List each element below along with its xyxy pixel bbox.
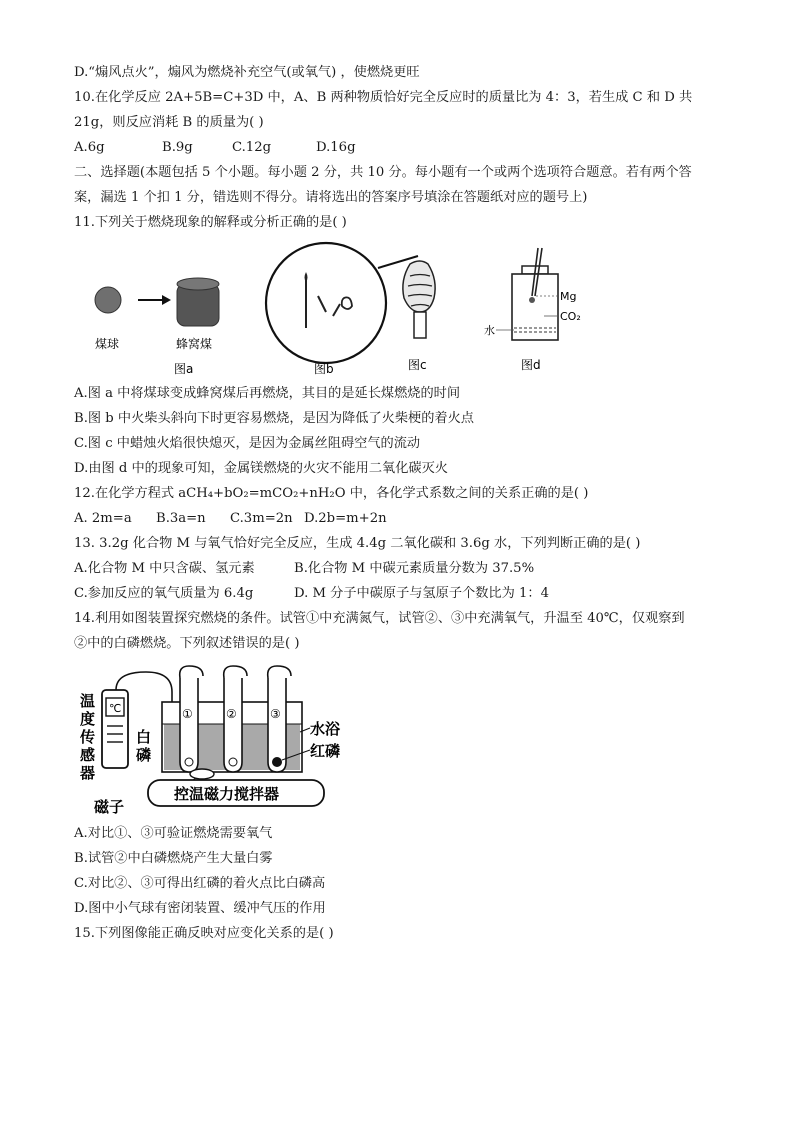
tube-2-label: ② — [226, 707, 237, 721]
q12-option-c: C.3m=2n — [230, 511, 293, 526]
q12-option-d: D.2b=m+2n — [304, 511, 387, 526]
stir-bar-label: 磁子 — [94, 798, 125, 816]
q10-option-c: C.12g — [232, 140, 272, 155]
svg-text:传: 传 — [80, 728, 96, 746]
figure-a — [95, 278, 219, 376]
q12-option-a: A. 2m=a — [74, 511, 132, 526]
q9-option-d: D.“煽风点火”，煽风为燃烧补充空气(或氧气) ，使燃烧更旺 — [74, 65, 420, 80]
q13-option-b: B.化合物 M 中碳元素质量分数为 37.5% — [294, 561, 535, 576]
fig-a-caption: 图a — [174, 362, 194, 376]
honeycomb-coal-label: 蜂窝煤 — [176, 337, 213, 351]
q11-stem: 11.下列关于燃烧现象的解释或分析正确的是( ) — [74, 215, 347, 230]
q11-option-c: C.图 c 中蜡烛火焰很快熄灭，是因为金属丝阻碍空气的流动 — [74, 436, 421, 451]
temp-sensor-label — [79, 692, 95, 782]
arrow-head-icon — [162, 295, 171, 305]
water-bath-label: 水浴 — [310, 720, 341, 738]
q14-option-a: A.对比①、③可验证燃烧需要氧气 — [74, 826, 273, 841]
balloon-icon — [224, 666, 247, 678]
q10-stem-line1: 10.在化学反应 2A+5B=C+3D 中，A、B 两种物质恰好完全反应时的质量比为 4：3，若生成 C 和 D 共 — [74, 90, 693, 105]
coal-ball-label: 煤球 — [95, 337, 120, 351]
q14-option-d: D.图中小气球有密闭装置、缓冲气压的作用 — [74, 901, 326, 916]
magnetic-stirrer-label: 控温磁力搅拌器 — [174, 785, 280, 803]
q11-option-b: B.图 b 中火柴头斜向下时更容易燃烧，是因为降低了火柴梗的着火点 — [74, 411, 474, 426]
stir-bar — [190, 769, 214, 779]
q12-option-b: B.3a=n — [156, 511, 206, 526]
white-phosphorus-label — [136, 728, 151, 764]
water-label: 水 — [484, 324, 495, 337]
q11-figures — [74, 238, 594, 378]
q12-stem: 12.在化学方程式 aCH₄+bO₂=mCO₂+nH₂O 中，各化学式系数之间的关系正确的是( ) — [74, 486, 589, 501]
fig-c-caption: 图c — [408, 358, 427, 372]
balloon-icon — [268, 666, 291, 678]
q12-options — [74, 510, 387, 528]
q13-stem: 13. 3.2g 化合物 M 与氧气恰好完全反应，生成 4.4g 二氧化碳和 3.6g 水，下列判断正确的是( ) — [74, 536, 641, 551]
balloon-icon — [180, 666, 203, 678]
svg-text:感: 感 — [80, 746, 96, 764]
fig-d-caption: 图d — [521, 358, 541, 372]
q10-stem-line2: 21g，则反应消耗 B 的质量为( ) — [74, 115, 264, 130]
q14-stem-line2: ②中的白磷燃烧。下列叙述错误的是( ) — [74, 636, 300, 651]
co2-label: CO₂ — [560, 310, 581, 323]
q10-option-a: A.6g — [74, 140, 105, 155]
q13-option-c: C.参加反应的氧气质量为 6.4g — [74, 586, 254, 601]
figure-c — [378, 256, 435, 372]
q14-stem-line1: 14.利用如图装置探究燃烧的条件。试管①中充满氮气，试管②、③中充满氧气，升温至 40℃，仅观察到 — [74, 611, 685, 626]
figure-b — [266, 243, 386, 376]
q10-option-b: B.9g — [162, 140, 193, 155]
q14-option-c: C.对比②、③可得出红磷的着火点比白磷高 — [74, 876, 326, 891]
q13-options-row1 — [74, 560, 534, 578]
svg-text:器: 器 — [80, 764, 96, 782]
q13-option-d: D. M 分子中碳原子与氢原子个数比为 1：4 — [294, 586, 549, 601]
q13-option-a: A.化合物 M 中只含碳、氢元素 — [74, 561, 255, 576]
section2-heading-line2: 案，漏选 1 个扣 1 分，错选则不得分。请将选出的答案序号填涂在答题纸对应的题号上) — [74, 190, 588, 205]
q11-option-d: D.由图 d 中的现象可知，金属镁燃烧的火灾不能用二氧化碳灭火 — [74, 461, 448, 476]
q13-options-row2 — [74, 585, 549, 603]
svg-text:磷: 磷 — [136, 746, 152, 764]
candle — [414, 312, 426, 338]
q14-apparatus-figure — [76, 662, 356, 820]
red-phosphorus-label: 红磷 — [310, 742, 341, 760]
svg-text:℃: ℃ — [109, 702, 122, 715]
mg-label: Mg — [560, 290, 577, 303]
svg-text:白: 白 — [136, 728, 152, 746]
q10-options — [74, 139, 356, 157]
tube-1-label: ① — [182, 707, 193, 721]
red-phosphorus — [272, 757, 282, 767]
gas-bottle — [512, 274, 558, 340]
figure-d — [484, 248, 581, 372]
svg-text:温: 温 — [80, 692, 96, 710]
q10-option-d: D.16g — [316, 140, 356, 155]
q14-option-b: B.试管②中白磷燃烧产生大量白雾 — [74, 851, 273, 866]
svg-text:度: 度 — [80, 710, 96, 728]
coal-ball — [95, 287, 121, 313]
fig-b-caption: 图b — [314, 362, 334, 376]
q11-option-a: A.图 a 中将煤球变成蜂窝煤后再燃烧，其目的是延长煤燃烧的时间 — [74, 386, 461, 401]
section2-heading-line1: 二、选择题(本题包括 5 个小题。每小题 2 分，共 10 分。每小题有一个或两个选项符合题意。若有两个答 — [74, 165, 692, 180]
q15-stem: 15.下列图像能正确反映对应变化关系的是( ) — [74, 926, 334, 941]
circle-frame — [266, 243, 386, 363]
tube-3-label: ③ — [270, 707, 281, 721]
